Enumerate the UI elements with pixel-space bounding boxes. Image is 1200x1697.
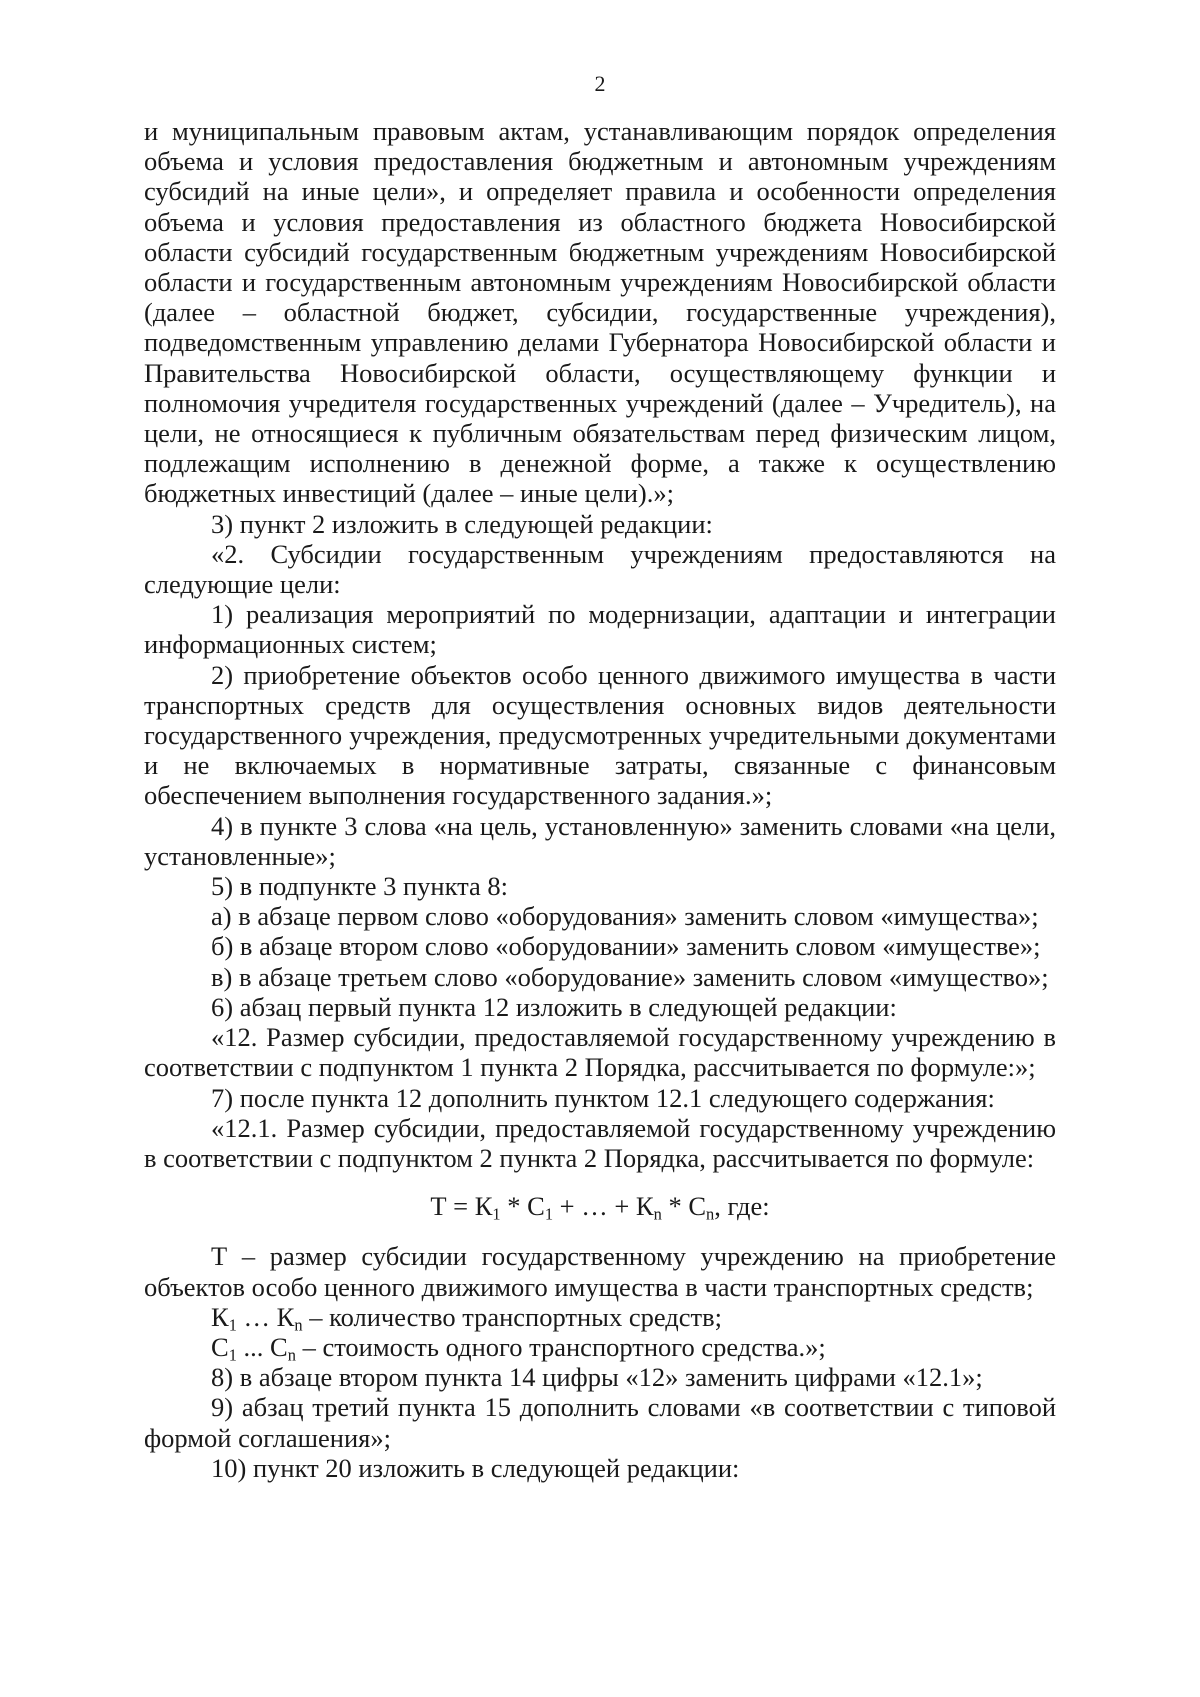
paragraph-point-2: «2. Субсидии государственным учреждениям предоставляются на следующие цели: bbox=[144, 538, 1056, 600]
paragraph-subpoint-2: 2) приобретение объектов особо ценного движимого имущества в части транспортных средств для осуществления основных видов деятельности государственного учреждения, предусмотренных учредительными документами и не включаемых в нормативные затраты, связанные с финансовым обеспечением выполнения государственного задания.»; bbox=[144, 659, 1056, 811]
paragraph-subpoint-1: 1) реализация мероприятий по модернизации, адаптации и интеграции информационных систем; bbox=[144, 599, 1056, 660]
paragraph-item-5b: б) в абзаце втором слово «оборудовании» заменить словом «имуществе»; bbox=[211, 931, 1041, 962]
paragraph-point-12-1: «12.1. Размер субсидии, предоставляемой государственному учреждению в соответствии с подпунктом 2 пункта 2 Порядка, рассчитывается по формуле: bbox=[144, 1112, 1056, 1173]
paragraph-item-5v: в) в абзаце третьем слово «оборудование» заменить словом «имущество»; bbox=[211, 961, 1049, 992]
paragraph-item-6: 6) абзац первый пункта 12 изложить в следующей редакции: bbox=[211, 991, 897, 1022]
paragraph-item-7: 7) после пункта 12 дополнить пунктом 12.1 следующего содержания: bbox=[211, 1082, 995, 1113]
paragraph-item-3: 3) пункт 2 изложить в следующей редакции: bbox=[211, 508, 713, 539]
paragraph-continuation: и муниципальным правовым актам, устанавливающим порядок определения объема и условия предоставления бюджетным и автономным учреждениям субсидий на иные цели», и определяет правила и особенности определения объема и условия предоставления из областного бюджета Новосибирской области субсидий государственным бюджетным учреждениям Новосибирской области и государственным автономным учреждениям Новосибирской области (далее – областной бюджет, субсидии, государственные учреждения), подведомственным управлению делами Губернатора Новосибирской области и Правительства Новосибирской области, осуществляющему функции и полномочия учредителя государственных учреждений (далее – Учредитель), на цели, не относящиеся к публичным обязательствам перед физическим лицом, подлежащим исполнению в денежной форме, а также к осуществлению бюджетных инвестиций (далее – иные цели).»; bbox=[144, 116, 1056, 509]
paragraph-item-10: 10) пункт 20 изложить в следующей редакции: bbox=[211, 1452, 740, 1483]
definition-k: $К_1$ … $К_n$ – количество транспортных средств; bbox=[211, 1301, 722, 1335]
definition-c: $С_1$ ... $С_n$ – стоимость одного транспортного средства.»; bbox=[211, 1331, 826, 1365]
document-body bbox=[144, 116, 1056, 1483]
definition-t: Т – размер субсидии государственному учреждению на приобретение объектов особо ценного движимого имущества в части транспортных средств; bbox=[144, 1241, 1056, 1302]
paragraph-item-9: 9) абзац третий пункта 15 дополнить словами «в соответствии с типовой формой соглашения»; bbox=[144, 1392, 1056, 1453]
paragraph-item-8: 8) в абзаце втором пункта 14 цифры «12» заменить цифрами «12.1»; bbox=[211, 1362, 983, 1393]
paragraph-item-5: 5) в подпункте 3 пункта 8: bbox=[211, 871, 509, 902]
paragraph-item-4: 4) в пункте 3 слова «на цель, установленную» заменить словами «на цели, установленные»; bbox=[144, 810, 1056, 871]
paragraph-point-12: «12. Размер субсидии, предоставляемой государственному учреждению в соответствии с подпунктом 1 пункта 2 Порядка, рассчитывается по формуле:»; bbox=[144, 1022, 1056, 1083]
paragraph-item-5a: а) в абзаце первом слово «оборудования» заменить словом «имущества»; bbox=[211, 901, 1039, 932]
formula: $Т = К_1 * С_1$ + … + $К_n * С_n$, где: bbox=[430, 1191, 770, 1224]
page-number: 2 bbox=[594, 71, 606, 96]
